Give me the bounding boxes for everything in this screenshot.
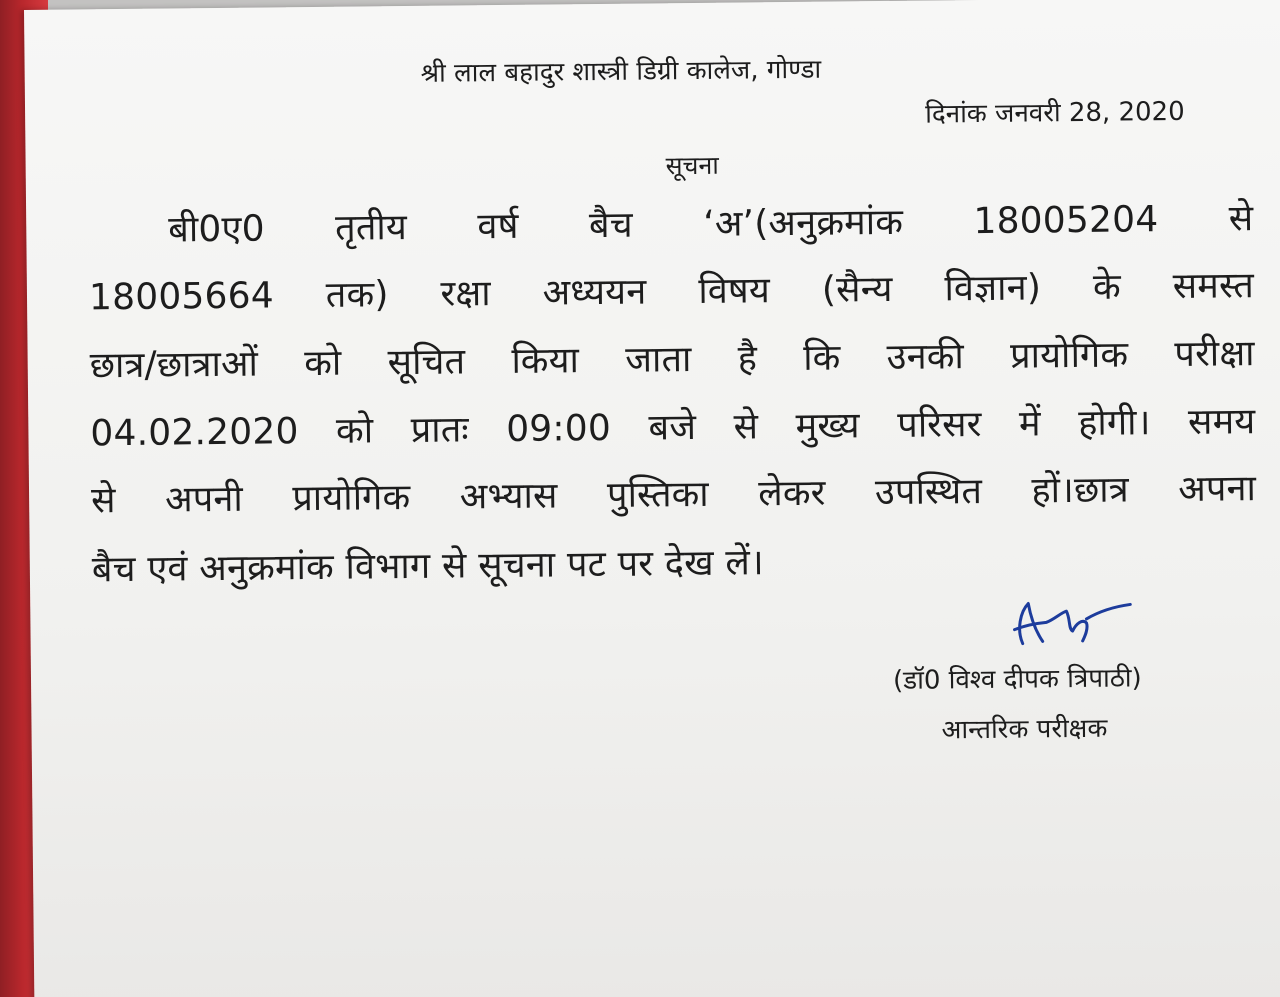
signatory-name: (डॉ0 विश्व दीपक त्रिपाठी) xyxy=(892,663,1142,696)
college-name: श्री लाल बहादुर शास्त्री डिग्री कालेज, गोण्डा xyxy=(420,54,822,89)
notice-line-4: 04.02.2020 को प्रातः 09:00 बजे से मुख्य परिसर में होगी। समय xyxy=(90,401,1256,455)
notice-heading: सूचना xyxy=(665,150,719,181)
notice-line-1: बी0ए0 तृतीय वर्ष बैच ‘अ’(अनुक्रमांक 18005204 से xyxy=(168,198,1254,251)
signatory-designation: आन्तरिक परीक्षक xyxy=(941,713,1108,746)
notice-date: दिनांक जनवरी 28, 2020 xyxy=(924,96,1185,130)
notice-line-5: से अपनी प्रायोगिक अभ्यास पुस्तिका लेकर उपस्थित हों।छात्र अपना xyxy=(90,468,1257,522)
notice-line-6: बैच एवं अनुक्रमांक विभाग से सूचना पट पर देख लें। xyxy=(91,542,765,591)
handwritten-signature xyxy=(990,588,1141,660)
notice-line-2: 18005664 तक) रक्षा अध्ययन विषय (सैन्य विज्ञान) के समस्त xyxy=(88,265,1255,319)
notice-sheet xyxy=(24,0,1280,997)
notice-line-3: छात्र/छात्राओं को सूचित किया जाता है कि उनकी प्रायोगिक परीक्षा xyxy=(89,333,1255,387)
